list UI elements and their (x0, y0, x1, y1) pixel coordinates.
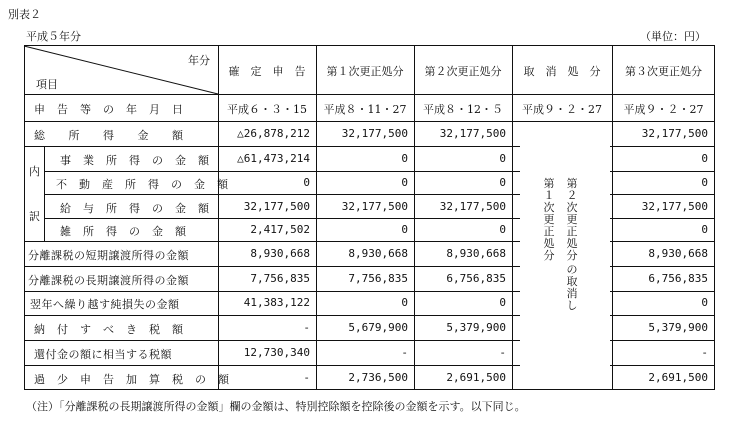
cell: △26,878,212 (237, 127, 310, 140)
cell: 32,177,500 (341, 127, 408, 140)
date-kakutei: 平成６・３・15 (227, 103, 307, 116)
cell: 8,930,668 (446, 247, 506, 260)
corner-year-label: 年分 (188, 54, 210, 67)
cell: 2,691,500 (648, 371, 708, 384)
cell: 0 (401, 176, 408, 189)
cell: 32,177,500 (439, 200, 506, 213)
cell: 0 (701, 223, 708, 236)
date-cancellation: 平成９・２・27 (522, 103, 602, 116)
row-label-date: 申 告 等 の 年 月 日 (34, 103, 184, 116)
cell: 41,383,122 (243, 296, 310, 309)
cell: 7,756,835 (348, 272, 408, 285)
cancel-note-col3: の取消し (566, 263, 578, 312)
cell: 0 (401, 296, 408, 309)
col-header-third-correction: 第３次更正処分 (625, 65, 702, 78)
cell: 0 (701, 296, 708, 309)
row-label-carryover-loss: 翌年へ繰り越す純損失の金額 (30, 298, 180, 311)
cell: 2,736,500 (348, 371, 408, 384)
row-label-real-estate-income: 不 動 産 所 得 の 金 額 (56, 178, 229, 191)
cell: 5,679,900 (348, 321, 408, 334)
cell: 8,930,668 (648, 247, 708, 260)
date-second-correction: 平成８・12・５ (423, 103, 503, 116)
cell: - (499, 346, 506, 359)
cancel-note-col2: 第１次更正処分 (543, 177, 555, 262)
cancel-note-col1: 第２次更正処分 (566, 177, 578, 262)
cell: 5,379,900 (446, 321, 506, 334)
col-header-kakutei: 確 定 申 告 (228, 65, 306, 78)
cell: 2,691,500 (446, 371, 506, 384)
cell: 0 (701, 152, 708, 165)
cell: 0 (701, 176, 708, 189)
cell: 32,177,500 (439, 127, 506, 140)
cell: - (303, 321, 310, 334)
cell: 32,177,500 (243, 200, 310, 213)
row-label-long-term-transfer: 分離課税の長期譲渡所得の金額 (28, 274, 189, 287)
cell: - (303, 371, 310, 384)
cell: 8,930,668 (250, 247, 310, 260)
col-header-first-correction: 第１次更正処分 (326, 65, 404, 78)
cell: 0 (499, 152, 506, 165)
cell: 32,177,500 (341, 200, 408, 213)
date-third-correction: 平成９・２・27 (623, 103, 704, 116)
row-label-salary-income: 給 与 所 得 の 金 額 (60, 202, 210, 215)
row-label-tax-payable: 納 付 す べ き 税 額 (34, 323, 184, 336)
col-header-second-correction: 第２次更正処分 (424, 65, 502, 78)
unit-label: （単位：円） (640, 30, 706, 43)
cell: 0 (303, 176, 310, 189)
row-label-refund-equivalent: 還付金の額に相当する税額 (34, 348, 172, 361)
row-label-underreport-penalty: 過 少 申 告 加 算 税 の 額 (34, 373, 230, 386)
cell: - (401, 346, 408, 359)
cell: 0 (401, 223, 408, 236)
cell: 2,417,502 (250, 223, 310, 236)
year-label: 平成５年分 (26, 30, 81, 43)
cell: △61,473,214 (237, 152, 310, 165)
row-label-misc-income: 雑 所 得 の 金 額 (60, 225, 187, 238)
cell: 32,177,500 (641, 127, 708, 140)
cell: 0 (499, 223, 506, 236)
cell: 6,756,835 (446, 272, 506, 285)
table-id: 別表２ (8, 8, 41, 21)
cell: 0 (499, 296, 506, 309)
group-label-bottom: 訳 (29, 210, 40, 223)
row-label-short-term-transfer: 分離課税の短期譲渡所得の金額 (28, 249, 189, 262)
row-label-total-income: 総 所 得 金 額 (34, 129, 184, 142)
cell: 7,756,835 (250, 272, 310, 285)
cell: 5,379,900 (648, 321, 708, 334)
cell: 6,756,835 (648, 272, 708, 285)
footnote: （注）「分離課税の長期譲渡所得の金額」欄の金額は、特別控除額を控除後の金額を示す。以下同じ。 (26, 400, 526, 413)
cell: - (701, 346, 708, 359)
cell: 12,730,340 (243, 346, 310, 359)
corner-item-label: 項目 (36, 78, 58, 91)
cell: 32,177,500 (641, 200, 708, 213)
cell: 0 (401, 152, 408, 165)
group-label-top: 内 (29, 165, 40, 178)
date-first-correction: 平成８・11・27 (323, 103, 407, 116)
col-header-cancellation: 取 消 処 分 (523, 65, 601, 78)
row-label-business-income: 事 業 所 得 の 金 額 (60, 154, 210, 167)
cell: 0 (499, 176, 506, 189)
cell: 8,930,668 (348, 247, 408, 260)
